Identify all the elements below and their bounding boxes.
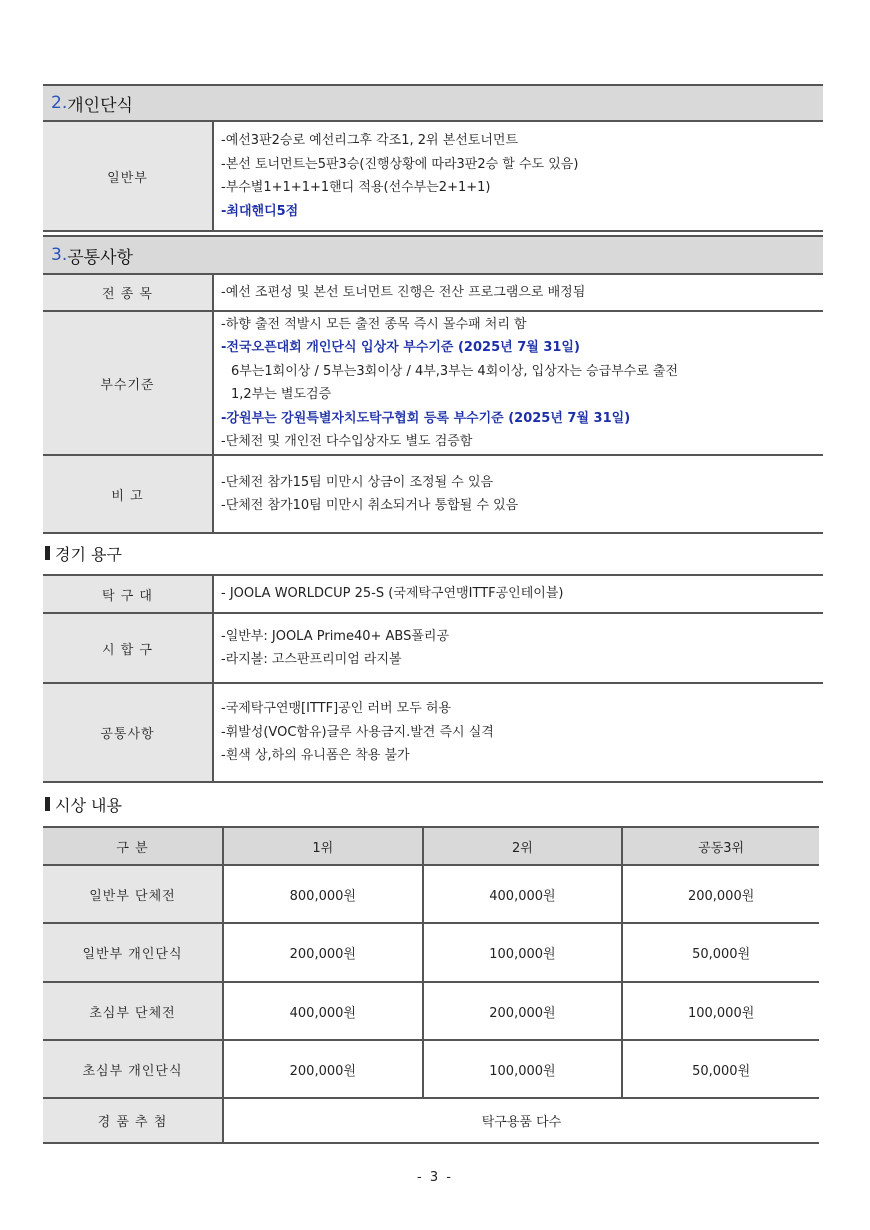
row-content-table xyxy=(213,575,823,613)
prize-value: 50,000원 xyxy=(622,923,819,982)
section-3-title: 공통사항 xyxy=(67,247,133,268)
prize-lottery-label: 경 품 추 첨 xyxy=(43,1098,223,1143)
section-2-table xyxy=(43,122,823,232)
rule-line: -예선3판2승로 예선리그후 각조1, 2위 본선토너먼트 xyxy=(221,133,519,148)
rule-line: -단체전 참가15팀 미만시 상금이 조정될 수 있음 xyxy=(221,474,494,490)
rule-line: -하향 출전 적발시 모든 출전 종목 즉시 몰수패 처리 함 xyxy=(221,316,527,332)
row-content-common xyxy=(213,683,823,782)
prize-value: 800,000원 xyxy=(223,865,423,923)
table-row xyxy=(43,923,819,982)
prize-value: 200,000원 xyxy=(423,982,623,1040)
equipment-table xyxy=(43,574,823,783)
prize-value: 200,000원 xyxy=(223,1040,423,1098)
rule-line: - JOOLA WORLDCUP 25-S (국제탁구연맹ITTF공인테이블) xyxy=(221,586,564,602)
prize-value: 400,000원 xyxy=(423,865,623,923)
page-number: - 3 - xyxy=(417,1170,453,1185)
rule-line: -흰색 상,하의 유니폼은 착용 불가 xyxy=(221,748,410,764)
prize-row-label: 일반부 개인단식 xyxy=(43,923,223,982)
prize-value: 400,000원 xyxy=(223,982,423,1040)
prize-row-label: 일반부 단체전 xyxy=(43,865,223,923)
rule-line: -휘발성(VOC함유)글루 사용금지.발견 즉시 실격 xyxy=(221,724,494,740)
table-row xyxy=(43,865,819,923)
rule-line: -라지볼: 고스판프리미엄 라지볼 xyxy=(221,652,402,667)
prize-table xyxy=(43,826,819,1144)
prize-header-row xyxy=(43,827,819,865)
prize-header-third: 공동3위 xyxy=(622,827,819,865)
row-label-general: 일반부 xyxy=(43,122,213,231)
prize-header-category: 구 분 xyxy=(43,827,223,865)
bullet-bar-icon xyxy=(45,546,50,560)
rule-line: -단체전 참가10팀 미만시 취소되거나 통합될 수 있음 xyxy=(221,498,519,513)
row-content-remarks xyxy=(213,455,823,533)
prizes-title: 시상 내용 xyxy=(55,795,122,815)
rule-line-indent: 6부는1회이상 / 5부는3회이상 / 4부,3부는 4회이상, 입상자는 승급부수로 출전 xyxy=(231,363,679,379)
rule-line: -본선 토너먼트는5판3승(진행상황에 따라3판2승 할 수도 있음) xyxy=(221,156,579,172)
rule-line: -국제탁구연맹[ITTF]공인 러버 모두 허용 xyxy=(221,701,452,717)
rule-line: -단체전 및 개인전 다수입상자도 별도 검증함 xyxy=(221,434,473,449)
row-content-ball xyxy=(213,613,823,683)
row-content-rank-criteria xyxy=(213,311,823,455)
row-label-common: 공통사항 xyxy=(43,683,213,782)
rule-line: -부수별1+1+1+1핸디 적용(선수부는2+1+1) xyxy=(221,180,491,195)
row-content-all-events xyxy=(213,275,823,311)
prize-value: 50,000원 xyxy=(622,1040,819,1098)
section-3-header xyxy=(43,235,823,275)
prizes-heading xyxy=(45,792,122,816)
prize-header-first: 1위 xyxy=(223,827,423,865)
table-row xyxy=(43,1040,819,1098)
rule-line-highlight: -전국오픈대회 개인단식 입상자 부수기준 (2025년 7월 31일) xyxy=(221,340,580,355)
row-label-ball: 시 합 구 xyxy=(43,613,213,683)
section-2-title: 개인단식 xyxy=(67,95,133,116)
rule-line-indent: 1,2부는 별도검증 xyxy=(231,387,332,402)
prize-row-label: 초심부 단체전 xyxy=(43,982,223,1040)
prize-value: 200,000원 xyxy=(622,865,819,923)
row-label-remarks: 비 고 xyxy=(43,455,213,533)
row-label-table: 탁 구 대 xyxy=(43,575,213,613)
table-row xyxy=(43,1098,819,1143)
rule-line-highlight: -최대핸디5점 xyxy=(221,203,299,219)
bullet-bar-icon xyxy=(45,797,50,811)
prize-row-label: 초심부 개인단식 xyxy=(43,1040,223,1098)
row-label-rank-criteria: 부수기준 xyxy=(43,311,213,455)
section-3-number: 3. xyxy=(51,245,68,265)
prize-value: 100,000원 xyxy=(423,1040,623,1098)
prize-lottery-value: 탁구용품 다수 xyxy=(223,1098,819,1143)
row-content-general xyxy=(213,122,823,231)
section-2-number: 2. xyxy=(51,93,68,113)
rule-line-highlight: -강원부는 강원특별자치도탁구협회 등록 부수기준 (2025년 7월 31일) xyxy=(221,410,631,426)
equipment-title: 경기 용구 xyxy=(55,544,122,564)
equipment-heading xyxy=(45,541,122,565)
section-2-header xyxy=(43,84,823,122)
prize-value: 200,000원 xyxy=(223,923,423,982)
section-3-table xyxy=(43,275,823,534)
prize-value: 100,000원 xyxy=(622,982,819,1040)
rule-line: -예선 조편성 및 본선 토너먼트 진행은 전산 프로그램으로 배정됨 xyxy=(221,284,586,300)
table-row xyxy=(43,982,819,1040)
rule-line: -일반부: JOOLA Prime40+ ABS폴리공 xyxy=(221,628,450,644)
prize-value: 100,000원 xyxy=(423,923,623,982)
row-label-all-events: 전 종 목 xyxy=(43,275,213,311)
prize-header-second: 2위 xyxy=(423,827,623,865)
